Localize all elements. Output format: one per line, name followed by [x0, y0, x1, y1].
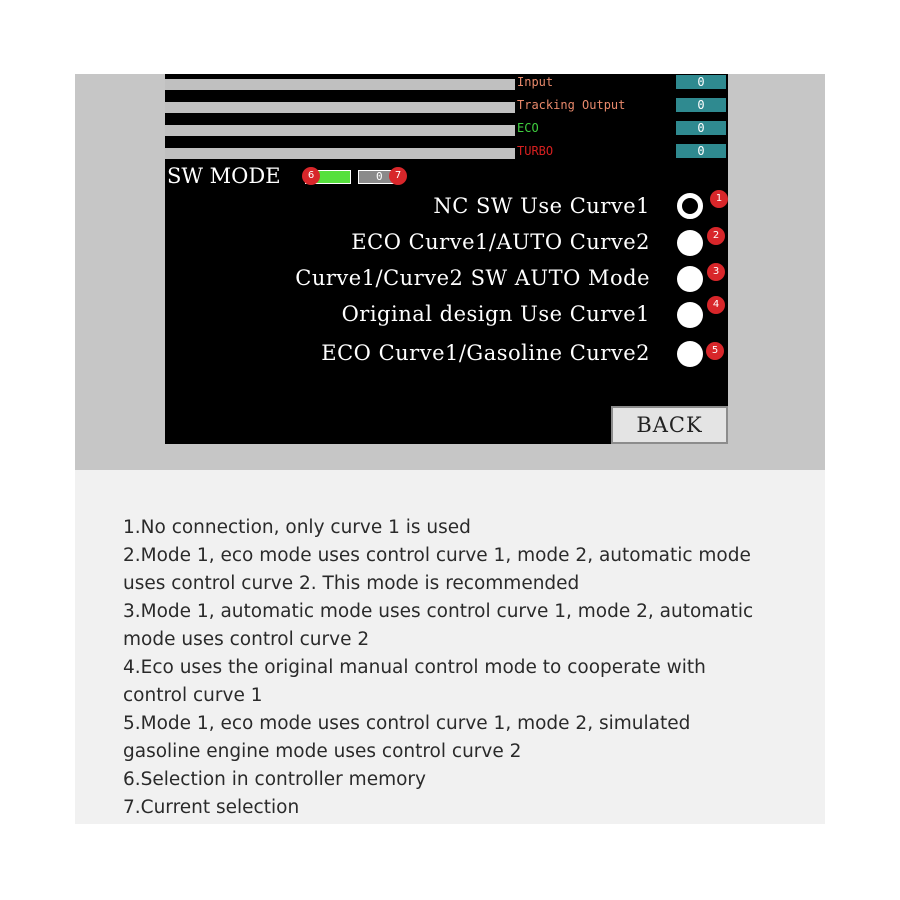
input-value: 0	[676, 75, 726, 89]
option-curve-sw-auto-label: Curve1/Curve2 SW AUTO Mode	[295, 266, 650, 290]
turbo-value: 0	[676, 144, 726, 158]
eco-value: 0	[676, 121, 726, 135]
note-line: mode uses control curve 2	[123, 629, 370, 650]
turbo-bar	[165, 148, 515, 159]
badge-6: 6	[302, 167, 320, 185]
controller-screen	[165, 74, 728, 444]
note-line: control curve 1	[123, 685, 263, 706]
badge-2: 2	[707, 227, 725, 245]
option-curve-sw-auto-radio[interactable]	[677, 266, 703, 292]
option-eco-auto-label: ECO Curve1/AUTO Curve2	[351, 230, 650, 254]
tracking-output-label: Tracking Output	[517, 98, 626, 112]
eco-bar	[165, 125, 515, 136]
option-nc-sw-radio[interactable]	[677, 193, 703, 219]
note-line: uses control curve 2. This mode is recommended	[123, 573, 580, 594]
notes-list	[123, 514, 803, 822]
note-line: 6.Selection in controller memory	[123, 769, 426, 790]
badge-7: 7	[389, 167, 407, 185]
option-eco-auto-radio[interactable]	[677, 230, 703, 256]
note-line: gasoline engine mode uses control curve 2	[123, 741, 522, 762]
tracking-output-value: 0	[676, 98, 726, 112]
input-label: Input	[517, 75, 554, 89]
note-line: 4.Eco uses the original manual control mode to cooperate with	[123, 657, 706, 678]
badge-3: 3	[707, 263, 725, 281]
badge-4: 4	[707, 296, 725, 314]
back-button[interactable]: BACK	[611, 406, 728, 444]
option-eco-gasoline-radio[interactable]	[677, 341, 703, 367]
badge-5: 5	[706, 342, 724, 360]
note-line: 2.Mode 1, eco mode uses control curve 1, mode 2, automatic mode	[123, 545, 751, 566]
note-line: 7.Current selection	[123, 797, 300, 818]
badge-1: 1	[710, 190, 728, 208]
tracking-output-bar	[165, 102, 515, 113]
option-original-design-label: Original design Use Curve1	[341, 302, 650, 326]
note-line: 5.Mode 1, eco mode uses control curve 1, mode 2, simulated	[123, 713, 691, 734]
input-bar	[165, 79, 515, 90]
note-line: 1.No connection, only curve 1 is used	[123, 517, 471, 538]
option-original-design-radio[interactable]	[677, 302, 703, 328]
note-line: 3.Mode 1, automatic mode uses control curve 1, mode 2, automatic	[123, 601, 754, 622]
sw-mode-title: SW MODE	[167, 164, 281, 188]
option-nc-sw-label: NC SW Use Curve1	[433, 194, 650, 218]
turbo-label: TURBO	[517, 144, 554, 158]
current-selection-value: 0	[376, 170, 383, 183]
option-eco-gasoline-label: ECO Curve1/Gasoline Curve2	[321, 341, 650, 365]
eco-label: ECO	[517, 121, 539, 135]
